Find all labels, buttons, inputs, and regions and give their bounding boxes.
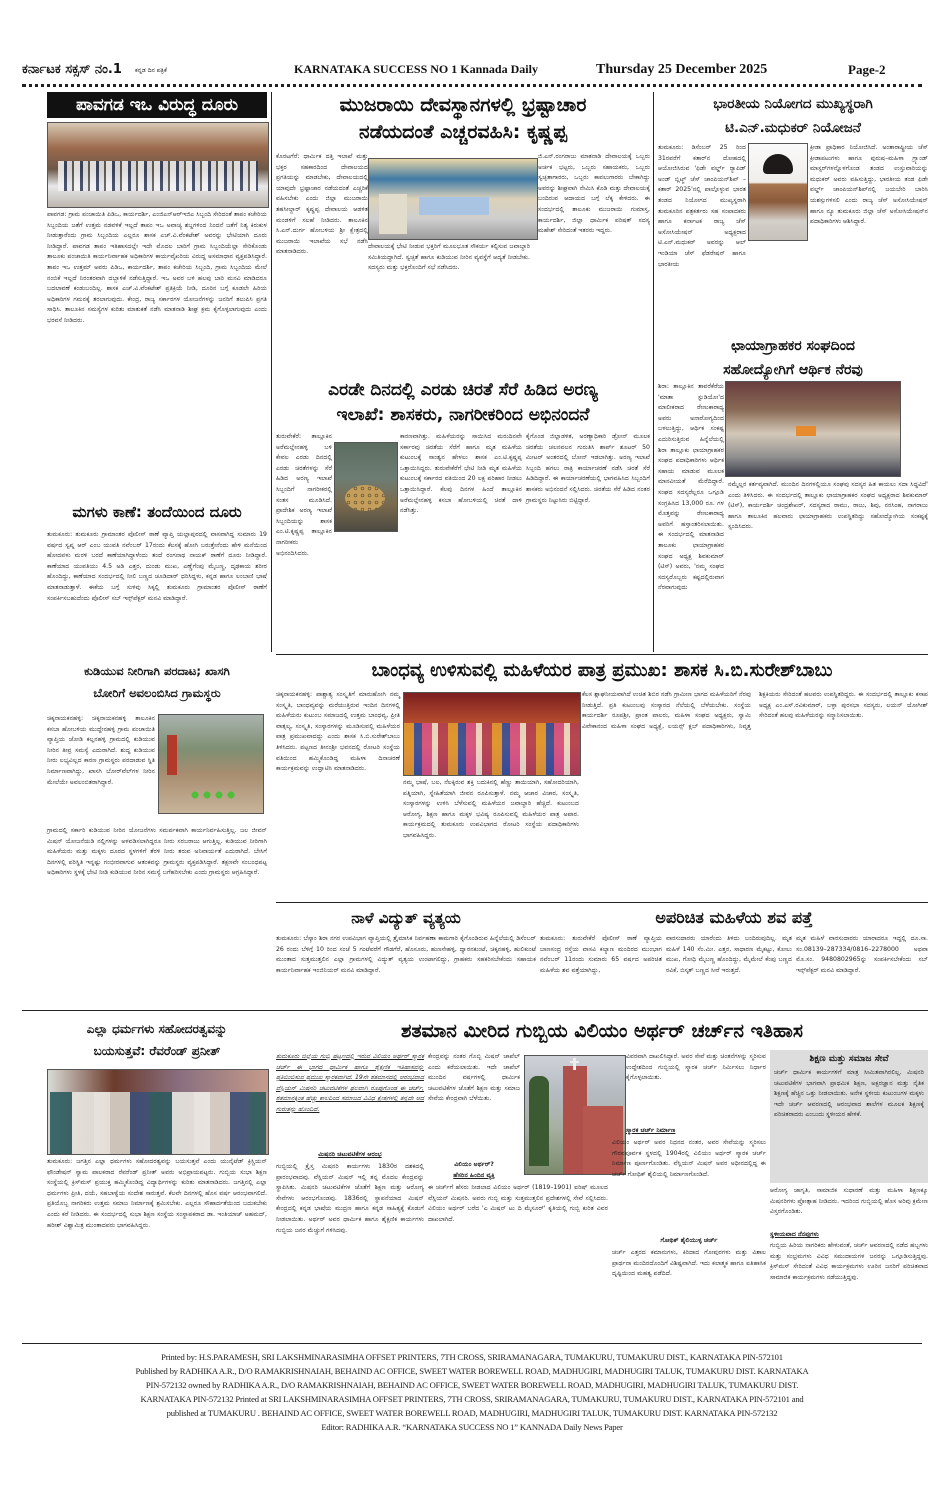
church-col4-body: ಆರೋಗ್ಯ ಜಾಗೃತಿ, ಸಾಮಾಜಿಕ ಸುಧಾರಣೆ ಮತ್ತು ಮಹಿಳಾ ಶಿಕ್ಷಣಕ್ಕೂ ಮಿಷನರಿಗಳು ಪ್ರೋತ್ಸಾಹ ನೀಡಿದರು. ಇದರಿಂದ ಗುಬ್ಬಿಯಲ್ಲಿ ಹೊಸ ಅರಿವು ಕ್ರಮೇಣ ವಿಸ್ತರಗೊಂಡಿತು. [770, 1187, 928, 1216]
masthead [22, 62, 922, 84]
church-sidebar-body: ಚರ್ಚ್ ಧಾರ್ಮಿಕ ಕಾರ್ಯಗಳಿಗೆ ಮಾತ್ರ ಸೀಮಿತವಾಗಿರಲಿಲ್ಲ. ಮಿಷನರಿ ಚಟುವಟಿಕೆಗಳ ಭಾಗವಾಗಿ ಪ್ರಾಥಮಿಕ ಶಿಕ್ಷಣ, ಅಕ್ಷರಜ್ಞಾನ ಮತ್ತು ನೈತಿಕ ಶಿಕ್ಷಣಕ್ಕೆ ಹೆಚ್ಚಿನ ಒತ್ತು ನೀಡಲಾಯಿತು. ಅನೇಕ ಸ್ಥಳೀಯ ಕುಟುಂಬಗಳ ಮಕ್ಕಳು ಇದೇ ಚರ್ಚ್ ಆವರಣದಲ್ಲಿ ಆರಂಭವಾದ ಶಾಲೆಗಳ ಮೂಲಕ ಶಿಕ್ಷಣಕ್ಕೆ ಪರಿಚಿತರಾದರು ಎಂಬುದು ಸ್ಥಳೀಯರ ಹೇಳಿಕೆ. [774, 1069, 924, 1119]
leopard-body-left-cont [334, 534, 396, 652]
church-sidebar [770, 1050, 928, 1183]
muzrai-headline [276, 92, 650, 146]
unknown-woman-body-col1: ತುಮಕೂರು: ತುರುವೇಕೆರೆ ಪೊಲೀಸ್ ಠಾಣೆ ವ್ಯಾಪ್ತಿಯ ಬಾಣಸಂದ್ರ ರಸ್ತೆಯ ವಾಸವಿ ಕಲ್ಯಾಣ ಮಂದಿರದ ಮುಂಭಾಗ ನವೆಂಬರ್ 11ರಂದು ಸುಮಾರು 65 ವರ್ಷದ ಅಪರಿಚಿತ ಮಹಿಳೆಯ ಶವ ಪತ್ತೆಯಾಗಿದ್ದು, [540, 935, 662, 974]
muzrai-headline-line2: ನಡೆಯದಂತೆ ಎಚ್ಚರವಹಿಸಿ: ಕೃಷ್ಣಪ್ಪ [359, 121, 567, 143]
church-col2-body: ಕೇಂದ್ರವನ್ನು ನಂತರ ಗೊಬ್ಬಿ ಮಿಷನ್ ಚಾಪೆಲ್ ಎಂದು ಕರೆಯಲಾಯಿತು. ಇದೇ ಚಾಪೆಲ್ ಮುಂದಿನ ವರ್ಷಗಳಲ್ಲಿ ಧಾರ್ಮಿಕ ಚಟುವಟಿಕೆಗಳ ಜೊತೆಗೆ ಶಿಕ್ಷಣ ಮತ್ತು ಸಮಾಜ ಸೇವೆಯ ಕೇಂದ್ರವಾಗಿ ಬೆಳೆಯಿತು. [428, 1053, 520, 1103]
leopard-body-left: ತುರುವೇಕೆರೆ: ತಾಲ್ಲೂಕಿನ ಅರೆಮಲ್ಲೇನಹಳ್ಳಿ ಬಳಿ ಕೇವಲ ಎರಡು ದಿನದಲ್ಲಿ ಎರಡು ಚಿರತೆಗಳನ್ನು ಸೆರೆ ಹಿಡಿದ ಅರಣ್ಯ ಇಲಾಖೆ ಸಿಬ್ಬಂದಿಗೆ ನಾಗರೀಕರಲ್ಲಿ ಸಂತಸ ಮೂಡಿಸಿದೆ. ಪ್ರಾದೇಶಿಕ ಅರಣ್ಯ ಇಲಾಖೆ ಸಿಬ್ಬಂದಿಯನ್ನು ಶಾಸಕ ಎಂ.ಟಿ.ಕೃಷ್ಣಪ್ಪ ತಾಲ್ಲೂಕಿನ ನಾಗರೀಕರು ಅಭಿನಂದಿಸಿದರು. [276, 433, 332, 557]
religions-headline-line2: ಬಯಸುತ್ತವೆ: ರೆವರೆಂಡ್ ಪ್ರನೀತ್ [93, 1044, 221, 1058]
editor-line: Editor: RADHIKA A.R. “KARNATAKA SUCCESS NO 1” KANNADA Daily News Paper [321, 1422, 623, 1432]
imprint-footer [22, 1343, 922, 1434]
madhukar-headline-line1: ಭಾರತೀಯ ನಿಯೋಗದ ಮುಖ್ಯಸ್ಥರಾಗಿ [713, 96, 873, 112]
water-headline-line1: ಕುಡಿಯುವ ನೀರಿಗಾಗಿ ಪರದಾಟ; ಖಾಸಗಿ [84, 664, 230, 678]
column-rule [271, 92, 272, 652]
religions-body: ತುಮಕೂರು: ಜಗತ್ತಿನ ಎಲ್ಲಾ ಧರ್ಮಗಳು ಸಹೋದರತ್ವವನ್ನು ಬಯಸುತ್ತವೆ ಎಂದು ಯುನೈಟೆಡ್ ಕ್ರಿಸ್ಚಿಯನ್ ಫೌಂಡೇಷನ್ ಸ್ವಾಮ ಪಾಲಕರಾದ ರೆವರೆಂಡ್ ಪ್ರನೀತ್ ಅವರು ಅಭಿಪ್ರಾಯಪಟ್ಟರು. ಗುಬ್ಬಿಯ ಸುಭಾ ಶಿಕ್ಷಣ ಸಂಸ್ಥೆಯಲ್ಲಿ ಕ್ರಿಸ್‌ಮಸ್ ಪ್ರಯುಕ್ತ ಹಮ್ಮಿಕೊಂಡಿದ್ದ ವಿದ್ಯಾರ್ಥಿಗಳನ್ನು ಕುರಿತು ಮಾತನಾಡಿದರು. ಜಗತ್ತಿನಲ್ಲಿ ಎಲ್ಲಾ ಧರ್ಮಗಳು ಪ್ರೀತಿ, ದಯೆ, ಸಹಬಾಳ್ವೆಯ ಸಂದೇಶ ಸಾರುತ್ತವೆ. ಕೆಲವೇ ದಿನಗಳಲ್ಲಿ ಹೊಸ ವರ್ಷ ಆರಂಭವಾಗಲಿದೆ. ಪ್ರತಿಯೊಬ್ಬ ನಾಗರಿಕರು ಉತ್ತಮ ಸಮಾಜ ನಿರ್ಮಾಣಕ್ಕೆ ಶ್ರಮಿಸಬೇಕು. ಎಲ್ಲರೂ ಸೌಹಾರ್ದತೆಯಿಂದ ಬದುಕಬೇಕು ಎಂದು ಕರೆ ನೀಡಿದರು. ಈ ಸಂದರ್ಭದಲ್ಲಿ ಸುಭಾ ಶಿಕ್ಷಣ ಸಂಸ್ಥೆಯ ಸಂಸ್ಥಾಪಕರಾದ ಡಾ. ಇಂತಿಯಾಜ್ ಅಹಮದ್, ಹರೀಶ್ ವಿಶ್ವಾಮಿತ್ರ ಮುಂತಾದವರು ಭಾಗವಹಿಸಿದ್ದರು. [47, 1158, 267, 1229]
church-subhead-4: ಗೋಥಿಕ್ ಶೈಲಿಯುಳ್ಳ ಚರ್ಚ್ [660, 1237, 718, 1244]
muzrai-photo [368, 158, 538, 240]
church-col3-body2: ವಿಲಿಯಂ ಅರ್ಥರ್ ಅವರ ನಿಧನದ ನಂತರ, ಅವರ ಸೇವೆಯನ್ನು ಸ್ಮರಿಸಲು ಗೌರವಪೂರ್ವಕ ಸ್ಥಳದಲ್ಲಿ 1904ರಲ್ಲಿ ವಿಲಿಯಂ ಅರ್ಥರ್ ಸ್ಮಾರಕ ಚರ್ಚ್ ನಿರ್ಮಾಣ ಪೂರ್ಣಗೊಂಡಿತು. ವೆಸ್ಲಿಯನ್ ಮಿಷನ್ ಅವರ ಅಧೀನದಲ್ಲಿದ್ದ ಈ ಚರ್ಚ್ ಗೋಥಿಕ್ ಶೈಲಿಯಲ್ಲಿ ನಿರ್ಮಾಣಗೊಂಡಿದೆ. [612, 1139, 766, 1178]
missing-girl-body: ತುಮಕೂರು: ತುಮಕೂರು ಗ್ರಾಮಾಂತರ ಪೊಲೀಸ್ ಠಾಣೆ ವ್ಯಾಪ್ತಿ ಯಲ್ಲಾಪುರದಲ್ಲಿ ವಾಸವಾಗಿದ್ದ ಸುಮಾರು 19 ವರ್ಷದ ಸ್ವಪ್ನ ಆರ್ ಎಂಬ ಯುವತಿ ನವೆಂಬರ್ 17ರಂದು ಕೆಲಸಕ್ಕೆ ಹೋಗಿ ಬರುತ್ತೇನೆಂದು ಹೇಳಿ ಮನೆಯಿಂದ ಹೋದವಳು ಮರಳಿ ಬರದೆ ಕಾಣೆಯಾಗಿದ್ದಾಳೆಂದು ತಂದೆ ರಂಗನಾಥ ನಾಯಕ್ ಠಾಣೆಗೆ ದೂರು ನೀಡಿದ್ದಾರೆ. ಕಾಣೆಯಾದ ಯುವತಿಯು 4.5 ಅಡಿ ಎತ್ತರ, ದುಂಡು ಮುಖ, ಎಣ್ಣೆಗೆಂಪು ಮೈಬಣ್ಣ, ದೃಢಕಾಯ ಶರೀರ ಹೊಂದಿದ್ದು, ಕಾಣೆಯಾದ ಸಂದರ್ಭದಲ್ಲಿ ನೀಲಿ ಬಣ್ಣದ ಚೂಡಿದಾರ್ ಧರಿಸಿದ್ದಳು, ಕನ್ನಡ ಹಾಗೂ ಲಂಬಾಣಿ ಭಾಷೆ ಮಾತನಾಡುತ್ತಾಳೆ. ಈಕೆಯ ಬಗ್ಗೆ ಸುಳಿವು ಸಿಕ್ಕಲ್ಲಿ ತುಮಕೂರು ಗ್ರಾಮಾಂತರ ಪೊಲೀಸ್ ಠಾಣೆಗೆ ಸಂಪರ್ಕಿಸಬಹುದೆಂದು ಪೊಲೀಸ್ ಸಬ್ ಇನ್ಸ್‌ಪೆಕ್ಟರ್ ಮನವಿ ಮಾಡಿದ್ದಾರೆ. [47, 531, 267, 602]
masthead-english-title: KARNATAKA SUCCESS NO 1 Kannada Daily [294, 62, 538, 76]
church-col4-body2: ಗುಬ್ಬಿಯ ಹಿರಿಯ ನಾಗರಿಕರು ಹೇಳುವಂತೆ, ಚರ್ಚ್ ಆವರಣದಲ್ಲಿ ನಡೆದ ಹಬ್ಬಗಳು ಮತ್ತು ಸಂಭ್ರಮಗಳು ವಿವಿಧ ಸಮುದಾಯಗಳ ಜನರನ್ನು ಒಗ್ಗೂಡಿಸುತ್ತಿದ್ದವು. ಕ್ರಿಸ್‌ಮಸ್ ಸೇರಿದಂತೆ ವಿವಿಧ ಕಾರ್ಯಕ್ರಮಗಳು ಊರಿನ ಜನರಿಗೆ ಪರಿಚಿತವಾದ ಸಾಮಾಜಿಕ ಕಾರ್ಯಕ್ರಮಗಳು ನಡೆಯುತ್ತಿದ್ದವು. [770, 1242, 928, 1281]
leopard-body-right: ಕೈಗೊಂಡ ಜಿಲ್ಲಾಡಳಿತ, ಅರಣ್ಯಾಧಿಕಾರಿ ಡ್ರೋನ್ ಮೂಲಕ ಚಿರತೆಯ ಚಲನವಲನ ಗುರುತಿಸಿ ಶಾರ್ಪ್ ಶೂಟರ್ 50 ಮೀಟರ್ ಅಂತರದಲ್ಲಿ ಬೋನ್ ಇಡಲಾಗಿತ್ತು. ಅರಣ್ಯ ಇಲಾಖೆ ಸಿಬ್ಬಂದಿ ಹಗಲು ರಾತ್ರಿ ಕಾರ್ಯಾಚರಣೆ ನಡೆಸಿ ಚಿರತೆ ಸೆರೆ ಹಿಡಿದಿದ್ದಾರೆ. ಈ ಕಾರ್ಯಾಚರಣೆಯಲ್ಲಿ ಭಾಗವಹಿಸಿದ ಸಿಬ್ಬಂದಿಗೆ ಶಾಸಕರು ಅಭಿನಂದನೆ ಸಲ್ಲಿಸಿದರು. ಚಿರತೆಯ ಸೆರೆ ಹಿಡಿದ ನಂತರ ಗ್ರಾಮಸ್ಥರು ನಿಟ್ಟುಸಿರು ಬಿಟ್ಟಿದ್ದಾರೆ. [526, 433, 650, 504]
masthead-tagline: ಕನ್ನಡ ದಿನ ಪತ್ರಿಕೆ [135, 67, 167, 74]
religions-photo [47, 1069, 269, 1155]
religions-headline [47, 1018, 267, 1062]
power-cut-headline: ನಾಳೆ ವಿದ್ಯುತ್ ವ್ಯತ್ಯಯ [351, 909, 461, 927]
unknown-woman-body-col3: ಮೃತ ಮಹಿಳೆ ವಾರಸುದಾರರು ಯಾರಾದರೂ ಇದ್ದಲ್ಲಿ ದೂ.ಸಾ. ಸಂ.08139–287334/0816–2278000 ಅಥವಾ ಮೊ.ಸಂ. 9480802965ನ್ನು ಸಂಪರ್ಕಿಸಬೇಕೆಂದು ಸಬ್ ಇನ್ಸ್‌ಪೆಕ್ಟರ್ ಮನವಿ ಮಾಡಿದ್ದಾರೆ. [796, 935, 928, 974]
column-rule [653, 92, 654, 652]
section-rule [22, 1010, 928, 1011]
missing-girl-headline: ಮಗಳು ಕಾಣೆ: ತಂದೆಯಿಂದ ದೂರು [72, 503, 242, 521]
church-col2-body2: ಈ ಚರ್ಚ್‌ಗೆ ಹೆಸರು ನೀಡಲಾದ ವಿಲಿಯಂ ಅರ್ಥರ್ (1819–1901) ಐರಿಷ್ ಮೂಲದ ವೆಸ್ಲಿಯನ್ ಮಿಷನರಿ. ಅವರು ಗುಬ್ಬಿ ಮತ್ತು ಸುತ್ತಮುತ್ತಲಿನ ಪ್ರದೇಶಗಳಲ್ಲಿ ಸೇವೆ ಸಲ್ಲಿಸಿದರು. ವಿಲಿಯಂ ಅರ್ಥರ್ ಬರೆದ 'ಎ ಮಿಷನ್ ಟು ದಿ ಮೈಸೂರ್' ಕೃತಿಯಲ್ಲಿ ಗುಬ್ಬಿ ಕುರಿತ ವಿವರ ದಾಖಲಾಗಿದೆ. [428, 1184, 608, 1223]
muzrai-body-mid: ದೇವಾಲಯಕ್ಕೆ ಭೇಟಿ ನೀಡುವ ಭಕ್ತರಿಗೆ ಮೂಲಭೂತ ಸೌಕರ್ಯ ಕಲ್ಪಿಸುವ ಜವಾಬ್ದಾರಿ ಸಮಿತಿಯದ್ದಾಗಿದೆ. ಸ್ವಚ್ಛತೆ ಹಾಗೂ ಕುಡಿಯುವ ನೀರಿನ ವ್ಯವಸ್ಥೆಗೆ ಆದ್ಯತೆ ನೀಡಬೇಕು. ಸದಸ್ಯರು ಮತ್ತು ಭಕ್ತರೊಂದಿಗೆ ಸಭೆ ನಡೆಸಿದರು. [368, 243, 530, 272]
photographers-body-left: ಶಿರಾ: ತಾಲ್ಲೂಕಿನ ತಾವರೆಕೆರೆಯ 'ಮಾತಾ ಸ್ಟುಡಿಯೋ'ದ ಮಾಲೀಕರಾದ ರೇಣುಕಾರಾಧ್ಯ ಅವರು ಅನಾರೋಗ್ಯದಿಂದ ಬಳಲುತ್ತಿದ್ದು, ಆರ್ಥಿಕ ಸಂಕಷ್ಟ ಎದುರಿಸುತ್ತಿರುವ ಹಿನ್ನೆಲೆಯಲ್ಲಿ ಶಿರಾ ತಾಲ್ಲೂಕು ಛಾಯಾಗ್ರಾಹಕರ ಸಂಘದ ಪದಾಧಿಕಾರಿಗಳು ಆರ್ಥಿಕ ಸಹಾಯ ಮಾಡುವ ಮೂಲಕ ಮಾನವೀಯತೆ ಮೆರೆದಿದ್ದಾರೆ. ಸಂಘದ ಸದಸ್ಯರೆಲ್ಲರೂ ಒಗ್ಗೂಡಿ ಸಂಗ್ರಹಿಸಿದ 13,000 ರೂ. ಗಳ ಮೊತ್ತವನ್ನು ರೇಣುಕಾರಾಧ್ಯ ಅವರಿಗೆ ಹಸ್ತಾಂತರಿಸಲಾಯಿತು. ಈ ಸಂದರ್ಭದಲ್ಲಿ ಮಾತನಾಡಿದ ತಾಲೂಕು ಛಾಯಾಗ್ರಾಹಕರ ಸಂಘದ ಅಧ್ಯಕ್ಷ ಶಿವಕುಮಾರ್ (ಟಿಸ್) ಅವರು, 'ನಮ್ಮ ಸಂಘದ ಸದಸ್ಯರೊಬ್ಬರು ಕಷ್ಟದಲ್ಲಿರುವಾಗ ನೆರವಾಗುವುದು [658, 383, 724, 592]
power-cut-body: ತುಮಕೂರು: ಬೆಸ್ಕಾಂ ಶಿರಾ ನಗರ ಉಪವಿಭಾಗ ವ್ಯಾಪ್ತಿಯಲ್ಲಿ ತ್ರೈಮಾಸಿಕ ನಿರ್ವಹಣಾ ಕಾಮಗಾರಿ ಕೈಗೊಂಡಿರುವ ಹಿನ್ನೆಲೆಯಲ್ಲಿ ಡಿಸೆಂಬರ್ 26 ರಂದು ಬೆಳಿಗ್ಗೆ 10 ರಿಂದ ಸಂಜೆ 5 ಗಂಟೆವರೆಗೆ ಗೌಡಗೆರೆ, ಹೊಸೂರು, ಹುಣಸೇಹಳ್ಳಿ, ದ್ವಾರನಕುಂಟೆ, ಚಿಕ್ಕನಹಳ್ಳಿ, ಹುಲಿಕುಂಟೆ ಮುಂತಾದ ಸುತ್ತಮುತ್ತಲಿನ ಎಲ್ಲಾ ಗ್ರಾಮಗಳಲ್ಲಿ ವಿದ್ಯುತ್ ವ್ಯತ್ಯಯ ಉಂಟಾಗಲಿದ್ದು, ಗ್ರಾಹಕರು ಸಹಕರಿಸಬೇಕೆಂದು ಸಹಾಯಕ ಕಾರ್ಯನಿರ್ವಾಹಕ ಇಂಜಿನಿಯರ್ ಮನವಿ ಮಾಡಿದ್ದಾರೆ. [276, 935, 536, 974]
church-subhead-2: ವಿಲಿಯಂ ಅರ್ಥರ್? [454, 1161, 494, 1168]
leopard-headline-line2: ಇಲಾಖೆ: ಶಾಸಕರು, ನಾಗರೀಕರಿಂದ ಅಭಿನಂದನೆ [336, 405, 590, 425]
church-subhead-5: ಸ್ಥಳೀಯವಾದ ನೆನಪುಗಳು [770, 1231, 819, 1238]
leopard-headline-line1: ಎರಡೇ ದಿನದಲ್ಲಿ ಎರಡು ಚಿರತೆ ಸೆರೆ ಹಿಡಿದ ಅರಣ್ಯ [328, 380, 598, 400]
photographers-headline [658, 334, 928, 382]
madhukar-body-right: ಕ್ರೀಡಾ ಪ್ರಾಧಿಕಾರ ನಿಯೋಜಿಸಿದೆ. ಅಂತಾರಾಷ್ಟ್ರೀಯ ಚೆಸ್ ಕ್ರೀಡಾಪಟುಗಳು ಹಾಗೂ ಪುರುಷ–ಮಹಿಳಾ ಗ್ರ್ಯಾಂಡ್ ಮಾಸ್ಟರ್‌ಗಳನ್ನೊಳಗೊಂಡ ತಂಡದ ಉಸ್ತುವಾರಿಯನ್ನು ಮಧುಕರ್ ಅವರು ವಹಿಸುತ್ತಿದ್ದು, ಭಾರತೀಯ ತಂಡ ಫಿಡೇ ವರ್ಲ್ಡ್ ಚಾಂಪಿಯನ್‌ಶಿಪ್‌ನಲ್ಲಿ ಜಯಬೇರಿ ಬಾರಿಸಿ ಯಶಸ್ಸುಗಳಿಸಲಿ ಎಂದು ರಾಜ್ಯ ಚೆಸ್ ಅಸೋಸಿಯೇಷನ್ ಹಾಗೂ ನ್ಯೂ ತುಮಕೂರು ಜಿಲ್ಲಾ ಚೆಸ್ ಅಸೋಸಿಯೇಷನ್‌ನ ಪದಾಧಿಕಾರಿಗಳು ಆಶಿಸಿದ್ದಾರೆ. [810, 144, 928, 226]
madhukar-headline [658, 92, 928, 140]
unknown-woman-body-col2: ವಾರಸುದಾರರು ಯಾರೆಂದು ತಿಳಿದು ಬಂದಿರುವುದಿಲ್ಲ. ಮೃತ ಮಹಿಳೆ 140 ಸೆಂ.ಮೀ. ಎತ್ತರ, ಸಾಧಾರಣ ಮೈಕಟ್ಟು, ಕೋಲು ಮುಖ, ಗೋಧಿ ಮೈಬಣ್ಣ ಹೊಂದಿದ್ದು, ಮೈಮೇಲೆ ಕೆಂಪು ಬಣ್ಣದ ರವಿಕೆ, ಬಿಸ್ಕತ್ ಬಣ್ಣದ ಸೀರೆ ಇರುತ್ತದೆ. [666, 935, 792, 974]
imprint-line: Published by RADHIKA A.R., D/O RAMAKRISHNAIAH, BEHAIND AC OFFICE, SWEET WATER BOREWELL ROAD, MADHUGIRI, MADHUGIRI TALUK, TUMAKURU DIST. KARNATAKA [135, 1366, 809, 1376]
women-role-headline: ಬಾಂಧವ್ಯ ಉಳಿಸುವಲ್ಲಿ ಮಹಿಳೆಯರ ಪಾತ್ರ ಪ್ರಮುಖ: ಶಾಸಕ ಸಿ.ಬಿ.ಸುರೇಶ್‌ಬಾಬು [371, 660, 833, 681]
masthead-divider [22, 84, 922, 91]
muzrai-headline-line1: ಮುಜರಾಯಿ ದೇವಸ್ಥಾನಗಳಲ್ಲಿ ಭ್ರಷ್ಟಾಚಾರ [339, 94, 587, 116]
church-col1-body: ಗುಬ್ಬಿಯಲ್ಲಿ ಕ್ರೈಸ್ತ ಮಿಷನರಿ ಕಾರ್ಯಗಳು 1830ರ ದಶಕದಲ್ಲಿ ಪ್ರಾರಂಭವಾದವು. ವೆಸ್ಲಿಯನ್ ಮಿಷನ್ ಇಲ್ಲಿ ತನ್ನ ಮೊದಲ ಕೇಂದ್ರವನ್ನು ಸ್ಥಾಪಿಸಿತು. ಮಿಷನರಿ ಚಟುವಟಿಕೆಗಳ ಜೊತೆಗೆ ಶಿಕ್ಷಣ ಮತ್ತು ಆರೋಗ್ಯ ಸೇವೆಗಳು ಆರಂಭಗೊಂಡವು. 1836ರಲ್ಲಿ ಸ್ಥಾಪನೆಯಾದ ಮಿಷನ್ ಕೇಂದ್ರದಲ್ಲಿ ಕನ್ನಡ ಭಾಷೆಯ ಮುದ್ರಣ ಹಾಗೂ ಕನ್ನಡ ಸಾಹಿತ್ಯಕ್ಕೆ ಕೊಡುಗೆ ನೀಡಲಾಯಿತು. ಅರ್ಥರ್ ಅವರ ಧಾರ್ಮಿಕ ಹಾಗೂ ಶೈಕ್ಷಣಿಕ ಕಾರ್ಯಗಳು ಗುಬ್ಬಿಯ ಜನರ ಮೆಚ್ಚುಗೆ ಗಳಿಸಿದವು. [276, 1163, 424, 1234]
section-rule [276, 902, 928, 903]
women-role-body-mid: ನಮ್ಮ ಭಾಷೆ, ಬಲ, ನೆಲಕ್ಕಿರುವ ಶಕ್ತಿ ಬದುಕಿನಲ್ಲಿ ಹೆಣ್ಣು ತಾಯಿಯಾಗಿ, ಸಹೋದರಿಯಾಗಿ, ಪತ್ನಿಯಾಗಿ, ಸ್ನೇಹಿತೆಯಾಗಿ ಜೀವನ ರೂಪಿಸುತ್ತಾಳೆ. ನಮ್ಮ ಆಚಾರ ವಿಚಾರ, ಸಂಸ್ಕೃತಿ, ಸಂಸ್ಕಾರಗಳನ್ನು ಉಳಿಸಿ ಬೆಳೆಸುವಲ್ಲಿ ಮಹಿಳೆಯರ ಜವಾಬ್ದಾರಿ ಹೆಚ್ಚಿದೆ. ಕುಟುಂಬದ ಆರೋಗ್ಯ, ಶಿಕ್ಷಣ ಹಾಗೂ ಮಕ್ಕಳ ಭವಿಷ್ಯ ರೂಪಿಸುವಲ್ಲಿ ಮಹಿಳೆಯರ ಪಾತ್ರ ಅಪಾರ. ಕಾರ್ಯಕ್ರಮದಲ್ಲಿ ತುಮಕೂರು ಉಪವಿಭಾಗದ ರೋಟರಿ ಸಂಸ್ಥೆಯ ಪದಾಧಿಕಾರಿಗಳು ಭಾಗವಹಿಸಿದ್ದರು. [403, 779, 579, 839]
photographers-headline-line2: ಸಹೋದ್ಯೋಗಿಗೆ ಆರ್ಥಿಕ ನೆರವು [723, 362, 863, 378]
pavagada-headline: ಪಾವಗಡ ಇಒ ವಿರುದ್ಧ ದೂರು [47, 92, 267, 118]
page-number: Page-2 [848, 62, 886, 77]
photographers-headline-line1: ಛಾಯಾಗ್ರಾಹಕರ ಸಂಘದಿಂದ [731, 338, 855, 354]
pavagada-body: ಪಾವಗಡ: ಗ್ರಾಮ ಪಂಚಾಯಿತಿ ಪಿಡಿಒ, ಕಾರ್ಯದರ್ಶಿ, ಎಂಜಿಎನ್‌ಆರ್‌ಇಜಿಎ ಸಿಬ್ಬಂದಿ ಸೇರಿದಂತೆ ತಾಪಂ ಕಚೇರಿಯ ಸಿಬ್ಬಂದಿಯ ಜತೆಗೆ ಉತ್ತಮ ನಡವಳಿಕೆ ಇಲ್ಲದೆ ತಾಪಂ ಇಒ ಅವಾಚ್ಯ ಶಬ್ದಗಳಿಂದ ನಿಂದನೆ ಜತೆಗೆ ನಿತ್ಯ ಕಿರುಕುಳ ನೀಡುತ್ತಾರೆಂದು ಗ್ರಾಮ ಸಿಬ್ಬಂದಿಯ ಎಲ್ಲರೂ ಶಾಸಕ ಎಚ್.ವಿ.ವೆಂಕಟೇಶ್ ಅವರನ್ನು ಭೇಟಿಯಾಗಿ ದೂರು ನೀಡಿದ್ದಾರೆ. ಪಾವಗಡ ತಾಪಂ ಇತಿಹಾಸದಲ್ಲೇ ಇದೇ ಮೊದಲ ಬಾರಿಗೆ ಗ್ರಾಮ ಸಿಬ್ಬಂದಿಯೆಲ್ಲಾ ಸೇರಿಕೊಂಡು ತಾಲೂಕು ಪಂಚಾಯಿತಿ ಕಾರ್ಯನಿರ್ವಾಹಕ ಅಧಿಕಾರಿಗಳ ಕಾರ್ಯವೈಖರಿಯ ವಿರುದ್ಧ ಅಸಮಾಧಾನ ವ್ಯಕ್ತಪಡಿಸಿದ್ದಾರೆ. ತಾಪಂ ಇಒ ಉತ್ತಮ್ ಅವರು ಪಿಡಿಒ, ಕಾರ್ಯದರ್ಶಿ, ತಾಪಂ ಕಚೇರಿಯ ಸಿಬ್ಬಂದಿ, ಗ್ರಾಮ ಸಿಬ್ಬಂದಿಯ ಮೇಲೆ ನಂಬಿಕೆ ಇಲ್ಲದೆ ನಿರಂತರವಾಗಿ ದಬ್ಬಾಳಿಕೆ ನಡೆಸುತ್ತಿದ್ದಾರೆ. ಇಒ ಅವರ ಬಳಿ ಹಲವು ಬಾರಿ ಮನವಿ ಮಾಡಿದರೂ ಬದಲಾವಣೆ ಕಂಡುಬಂದಿಲ್ಲ. ಶಾಸಕ ಎಚ್.ವಿ.ವೆಂಕಟೇಶ್ ಪ್ರತಿಕ್ರಿಯೆ ನೀಡಿ, ದೂರಿನ ಬಗ್ಗೆ ಕೂಡಲೇ ಹಿರಿಯ ಅಧಿಕಾರಿಗಳ ಗಮನಕ್ಕೆ ತರಲಾಗುವುದು. ಕೇಂದ್ರ, ರಾಜ್ಯ ಸರ್ಕಾರಗಳ ಯೋಜನೆಗಳನ್ನು ಜನರಿಗೆ ತಲುಪಿಸಿ ಪ್ರಗತಿ ಸಾಧಿಸಿ. ತಾಲೂಕಿನ ಸಮಸ್ಯೆಗಳ ಕುರಿತು ಮಾತುಕತೆ ನಡೆಸಿ ಮಾತನಾಡಿ ಶೀಘ್ರ ಕ್ರಮ ಕೈಗೊಳ್ಳಲಾಗುವುದು ಎಂದು ಭರವಸೆ ನೀಡಿದರು. [47, 211, 267, 324]
muzrai-body-left: ಕೊರಟಗೆರೆ: ಧಾರ್ಮಿಕ ದತ್ತಿ ಇಲಾಖೆ ಮತ್ತು ಭಕ್ತರ ಸಹಕಾರದಿಂದ ದೇವಾಲಯದ ಪ್ರಗತಿಯನ್ನು ಮಾಡಬೇಕು, ದೇವಾಲಯದಲ್ಲಿ ಯಾವುದೇ ಭ್ರಷ್ಟಾಚಾರ ನಡೆಯದಂತೆ ಎಚ್ಚರಿಕೆ ವಹಿಸಬೇಕು ಎಂದು ಜಿಲ್ಲಾ ಮುಜರಾಯಿ ತಹಸೀಲ್ದಾರ್ ಕೃಷ್ಣಪ್ಪ ದೇವಾಲಯ ಆಡಳಿತ ಮಂಡಳಿಗೆ ಸಲಹೆ ನೀಡಿದರು. ತಾಲೂಕಿನ ಸಿ.ಎನ್.ದುರ್ಗ ಹೋಬಳಿಯ ಶ್ರೀ ಕ್ಷೇತ್ರದಲ್ಲಿ ಮುಜರಾಯಿ ಇಲಾಖೆಯ ಸಭೆ ನಡೆಸಿ ಮಾತನಾಡಿದರು. [276, 153, 368, 256]
section-rule [276, 654, 928, 655]
masthead-kannada-title: ಕರ್ನಾಟಕ ಸಕ್ಸಸ್ ನಂ.1 [22, 62, 122, 77]
church-col3-body3: ಚರ್ಚ್ ಎತ್ತರದ ಕಮಾನುಗಳು, ಕಿರಿದಾದ ಗೋಪುರಗಳು ಮತ್ತು ವಿಶಾಲ ಪ್ರಾರ್ಥನಾ ಮಂದಿರದೊಂದಿಗೆ ವಿಶಿಷ್ಟವಾಗಿದೆ. ಇದು ಕಲಾತ್ಮಕ ಹಾಗೂ ಐತಿಹಾಸಿಕ ದೃಷ್ಟಿಯಿಂದ ಮಹತ್ವ ಪಡೆದಿದೆ. [612, 1249, 766, 1278]
leopard-photo [334, 442, 398, 532]
women-role-body-right: ಕೆಲಸ ಶ್ಲಾಘನೀಯವಾಗಿದೆ ಉಚಿತ ಶಿಬಿರ ನಡೆಸಿ ಗ್ರಾಮೀಣ ಭಾಗದ ಮಹಿಳೆಯರಿಗೆ ನೆರವು ನೀಡುತ್ತಿದೆ. ಪ್ರತಿ ಕುಟುಂಬವು ಸಂಸ್ಕಾರದ ನೆಲೆಯಲ್ಲಿ ಬೆಳೆಯಬೇಕು. ಸಂಸ್ಥೆಯ ಕಾರ್ಯದರ್ಶಿ ರೂಪಶ್ರೀ, ಪ್ರಾಂತ ಪಾಲರು, ಮಹಿಳಾ ಸಂಘದ ಅಧ್ಯಕ್ಷರು, ಸ್ವಾಮಿ ವಿವೇಕಾನಂದ ಮಹಿಳಾ ಸಂಘದ ಅಧ್ಯಕ್ಷೆ, ಲಯನ್ಸ್ ಕ್ಲಬ್ ಪದಾಧಿಕಾರಿಗಳು, ನಿವೃತ್ತ ಶಿಕ್ಷಕಿಯರು ಸೇರಿದಂತೆ ಹಲವರು ಉಪಸ್ಥಿತರಿದ್ದರು. ಈ ಸಂದರ್ಭದಲ್ಲಿ ತಾಲ್ಲೂಕು ಕಸಾಪ ಅಧ್ಯಕ್ಷ ಎಂ.ಎಸ್.ರವಿಕುಮಾರ್, ಬಳ್ಳಾ ಪುರಸಭಾ ಸದಸ್ಯರು, ಲಯನ್ ಯೋಗೀಶ್ ಸೇರಿದಂತೆ ಹಲವು ಮಹಿಳೆಯರನ್ನು ಸನ್ಮಾನಿಸಲಾಯಿತು. [582, 691, 928, 730]
imprint-line: KARNATAKA PIN-572132 Printed at SRI LAKSHMINARASIMHA OFFSET PRINTERS, 7TH CROSS, SRIRAMANAGARA, TUMAKURU, TUMAKURU DIST., KARNATAKA PIN-572101 and [140, 1394, 804, 1404]
women-role-body-left: ಚಿಕ್ಕನಾಯಕನಹಳ್ಳಿ: ಪಾಶ್ಚಾತ್ಯ ಸಂಸ್ಕೃತಿಗೆ ಮಾರುಹೋಗಿ ನಮ್ಮ ಸಂಸ್ಕೃತಿ, ಬಾಂಧವ್ಯವನ್ನು ಮರೆಯುತ್ತಿರುವ ಇಂದಿನ ದಿನಗಳಲ್ಲಿ ಮಹಿಳೆಯರು ಕುಟುಂಬ ಸಮಾಜದಲ್ಲಿ ಉತ್ತಮ ಬಾಂಧವ್ಯ, ಪ್ರೀತಿ ವಾತ್ಸಲ್ಯ, ಸಂಸ್ಕೃತಿ, ಸಂಸ್ಕಾರಗಳನ್ನು ಮೂಡಿಸುವಲ್ಲಿ ಮಹಿಳೆಯರ ಪಾತ್ರ ಪ್ರಮುಖವಾದದ್ದು ಎಂದು ಶಾಸಕ ಸಿ.ಬಿ.ಸುರೇಶ್‌ಬಾಬು ತಿಳಿಸಿದರು. ಪಟ್ಟಣದ ತೀನಂಶ್ರೀ ಭವನದಲ್ಲಿ ರೋಟರಿ ಸಂಸ್ಥೆಯ ವತಿಯಿಂದ ಹಮ್ಮಿಕೊಂಡಿದ್ದ ಮಹಿಳಾ ದಿನಾಚರಣೆ ಕಾರ್ಯಕ್ರಮವನ್ನು ಉದ್ಘಾಟಿಸಿ ಮಾತನಾಡಿದರು. [276, 691, 400, 773]
water-body-full: ಗ್ರಾಮದಲ್ಲಿ ಸರ್ಕಾರಿ ಕುಡಿಯುವ ನೀರಿನ ಯೋಜನೆಗಳು ಸಮರ್ಪಕವಾಗಿ ಕಾರ್ಯನಿರ್ವಹಿಸುತ್ತಿಲ್ಲ. ಜಲ ಜೀವನ್ ಮಿಷನ್ ಯೋಜನೆಯಡಿ ನಲ್ಲಿಗಳನ್ನು ಅಳವಡಿಸಲಾಗಿದ್ದರೂ ನೀರು ಸರಬರಾಜು ಆಗುತ್ತಿಲ್ಲ. ಕುಡಿಯುವ ನೀರಿಗಾಗಿ ಮಹಿಳೆಯರು ಮತ್ತು ಮಕ್ಕಳು ದೂರದ ಸ್ಥಳಗಳಿಗೆ ತೆರಳಿ ನೀರು ತರುವ ಅನಿವಾರ್ಯತೆ ಎದುರಾಗಿದೆ. ಬೇಸಿಗೆ ದಿನಗಳಲ್ಲಿ ಪರಿಸ್ಥಿತಿ ಇನ್ನಷ್ಟು ಗಂಭೀರವಾಗುವ ಆತಂಕವನ್ನು ಗ್ರಾಮಸ್ಥರು ವ್ಯಕ್ತಪಡಿಸಿದ್ದಾರೆ. ತಕ್ಷಣವೇ ಸಂಬಂಧಪಟ್ಟ ಅಧಿಕಾರಿಗಳು ಸ್ಥಳಕ್ಕೆ ಭೇಟಿ ನೀಡಿ ಕುಡಿಯುವ ನೀರಿನ ಸಮಸ್ಯೆ ಬಗೆಹರಿಸಬೇಕು ಎಂದು ಗ್ರಾಮಸ್ಥರು ಆಗ್ರಹಿಸಿದ್ದಾರೆ. [47, 827, 267, 877]
leopard-headline [276, 378, 650, 428]
muzrai-body-right: ಜಿ.ಎನ್.ರಂಗರಾಜು ಮಾತನಾಡಿ ದೇವಾಲಯಕ್ಕೆ ಒಬ್ಬರು ಅರ್ಚಕ ಭಟ್ಟರು, ಒಬ್ಬರು ಸಹಾಯಕರು, ಒಬ್ಬರು ಸ್ವಚ್ಛತಾಗಾರರು, ಒಬ್ಬರು ಕಾವಲುಗಾರರು ಬೇಕಾಗಿದ್ದು ಅವರನ್ನು ಶೀಘ್ರವಾಗಿ ನೇಮಿಸಿ ಕೊಡಿ ಮತ್ತು ದೇವಾಲಯಕ್ಕೆ ಬಂದಿರುವ ಆದಾಯದ ಬಗ್ಗೆ ಲೆಕ್ಕ ಕೇಳಿದರು. ಈ ಸಂದರ್ಭದಲ್ಲಿ ತಾಲೂಕು ಮುಜರಾಯಿ ಗುಮಾಸ್ತ, ಕಾರ್ಯದರ್ಶಿ, ಜಿಲ್ಲಾ ಧಾರ್ಮಿಕ ಪರಿಷತ್ ಸದಸ್ಯ ಮಹೇಶ್ ಸೇರಿದಂತೆ ಇತರರು ಇದ್ದರು. [538, 153, 650, 235]
church-photo [524, 1055, 626, 1175]
water-headline [47, 660, 267, 704]
imprint-line: Printed by: H.S.PARAMESH, SRI LAKSHMINARASIMHA OFFSET PRINTERS, 7TH CROSS, SRIRAMANAGARA, TUMAKURU, TUMAKURU DIST., KARNATAKA PIN-572101 [161, 1352, 783, 1362]
unknown-woman-headline: ಅಪರಿಚಿತ ಮಹಿಳೆಯ ಶವ ಪತ್ತೆ [655, 908, 813, 927]
church-subhead-1: ಮಿಷನರಿ ಚಟುವಟಿಕೆಗಳ ಆರಂಭ [318, 1151, 382, 1158]
madhukar-portrait [748, 143, 808, 241]
water-headline-line2: ಬೋರಿಗೆ ಅವಲಂಬಿಸಿದ ಗ್ರಾಮಸ್ಥರು [93, 686, 221, 700]
photographers-body-right: ನಮ್ಮೆಲ್ಲರ ಕರ್ತವ್ಯವಾಗಿದೆ. ಮುಂದಿನ ದಿನಗಳಲ್ಲಿಯೂ ಸಂಘವು ಸದಸ್ಯರ ಹಿತ ಕಾಯಲು ಸದಾ ಸಿದ್ಧವಿದೆ' ಎಂದು ತಿಳಿಸಿದರು. ಈ ಸಂದರ್ಭದಲ್ಲಿ ತಾಲ್ಲೂಕು ಛಾಯಾಗ್ರಾಹಕರ ಸಂಘದ ಅಧ್ಯಕ್ಷರಾದ ಶಿವಕುಮಾರ್ (ಟಿಸ್), ಕಾರ್ಯದರ್ಶಿ ಚಂದ್ರಶೇಖರ್, ಸದಸ್ಯರಾದ ರಾಮು, ರಾಜು, ಶಿವು, ನರಸಿಂಹ, ನಾಗರಾಜು ಹಾಗೂ ತಾಲೂಕಿನ ಹಲವಾರು ಛಾಯಾಗ್ರಾಹಕರು ಉಪಸ್ಥಿತರಿದ್ದು ಸಹೋದ್ಯೋಗಿಯ ಸಂಕಷ್ಟಕ್ಕೆ ಸ್ಪಂದಿಸಿದರು. [728, 481, 928, 531]
church-sidebar-title: ಶಿಕ್ಷಣ ಮತ್ತು ಸಮಾಜ ಸೇವೆ [809, 1054, 889, 1064]
madhukar-body-left: ತುಮಕೂರು: ಡಿಸೆಂಬರ್ 25 ರಿಂದ 31ರವರೆಗೆ ಕತಾರ್‌ನ ದೋಹದಲ್ಲಿ ಆಯೋಜಿಸಿರುವ 'ಫಿಡೇ ವರ್ಲ್ಡ್ ರ್‍ಯಾಪಿಡ್ ಅಂಡ್ ಬ್ಲಿಟ್ಜ್ ಚೆಸ್ ಚಾಂಪಿಯನ್‌ಶಿಪ್ – ಕತಾರ್ 2025'ನಲ್ಲಿ ಪಾಲ್ಗೊಳ್ಳುವ ಭಾರತ ತಂಡದ ನಿಯೋಗದ ಮುಖ್ಯಸ್ಥರಾಗಿ ತುಮಕೂರಿನ ಪತ್ರಕರ್ತರು ಸಹ ಸಂಪಾದಕರು ಹಾಗೂ ಕರ್ನಾಟಕ ರಾಜ್ಯ ಚೆಸ್ ಅಸೋಸಿಯೇಷನ್ ಅಧ್ಯಕ್ಷರಾದ ಟಿ.ಎನ್.ಮಧುಕರ್ ಅವರನ್ನು ಆಲ್ ಇಂಡಿಯಾ ಚೆಸ್ ಫೆಡರೇಷನ್ ಹಾಗೂ ಭಾರತೀಯ [658, 144, 746, 268]
church-intro: ತುಮಕೂರು ಜಿಲ್ಲೆಯ ಗುಬ್ಬಿ ಪಟ್ಟಣದಲ್ಲಿ ಇರುವ ವಿಲಿಯಂ ಅರ್ಥರ್ ಸ್ಮಾರಕ ಚರ್ಚ್ ಈ ಭಾಗದ ಧಾರ್ಮಿಕ ಹಾಗೂ ಶೈಕ್ಷಣಿಕ ಇತಿಹಾಸವನ್ನು ಪ್ರತಿಬಿಂಬಿಸುವ ಪ್ರಮುಖ ಸ್ಮಾರಕವಾಗಿದೆ. 19ನೇ ಶತಮಾನದಲ್ಲಿ ಆರಂಭವಾದ ವೆಸ್ಲಿಯನ್ ಮಿಷನರಿ ಚಟುವಟಿಕೆಗಳ ಫಲವಾಗಿ ರೂಪುಗೊಂಡ ಈ ಚರ್ಚ್, ಶತಮಾನಕ್ಕಿಂತ ಹೆಚ್ಚು ಕಾಲದಿಂದ ಸಮಾಜದ ವಿವಿಧ ಕ್ಷೇತ್ರಗಳಲ್ಲಿ ತನ್ನದೇ ಆದ ಗುರುತನ್ನು ಹೊಂದಿದೆ. [276, 1053, 424, 1113]
imprint-line: PIN-572132 owned by RADHIKA A.R., D/O RAMAKRISHNAIAH, BEHAIND AC OFFICE, SWEET WATER BOREWELL ROAD, MADHUGIRI, MADHUGIRI TALUK, TUMAKURU DIST. [145, 1380, 799, 1390]
religions-headline-line1: ಎಲ್ಲಾ ಧರ್ಮಗಳು ಸಹೋದರತ್ವವನ್ನು [86, 1022, 228, 1036]
women-role-photo [403, 692, 581, 776]
church-subhead-2b: ಹೆಸರಿನ ಹಿಂದಿನ ವ್ಯಕ್ತಿ [453, 1172, 495, 1179]
church-col3-body: ವಿವರವಾಗಿ ದಾಖಲಿಸಿದ್ದಾರೆ. ಅವರ ಸೇವೆ ಮತ್ತು ಚಿಂತನೆಗಳನ್ನು ಸ್ಮರಿಸುವ ಉದ್ದೇಶದಿಂದ ಗುಬ್ಬಿಯಲ್ಲಿ ಸ್ಮಾರಕ ಚರ್ಚ್ ನಿರ್ಮಿಸಲು ನಿರ್ಧಾರ ಕೈಗೊಳ್ಳಲಾಯಿತು. [626, 1053, 766, 1082]
pavagada-photo [47, 122, 269, 208]
water-body-left: ಚಿಕ್ಕನಾಯಕನಹಳ್ಳಿ: ಚಿಕ್ಕನಾಯಕನಹಳ್ಳಿ ತಾಲೂಕಿನ ಕಸಬಾ ಹೋಬಳಿಯ ಮುದ್ದೇನಹಳ್ಳಿ ಗ್ರಾಮ ಪಂಚಾಯಿತಿ ವ್ಯಾಪ್ತಿಯ ಜೋಡಿ ಕಲ್ಲನಹಳ್ಳಿ ಗ್ರಾಮದಲ್ಲಿ ಕುಡಿಯುವ ನೀರಿನ ತೀವ್ರ ಸಮಸ್ಯೆ ಎದುರಾಗಿದೆ. ಶುದ್ಧ ಕುಡಿಯುವ ನೀರು ಲಭ್ಯವಿಲ್ಲದ ಕಾರಣ ಗ್ರಾಮಸ್ಥರು ಪರದಾಡುವ ಸ್ಥಿತಿ ನಿರ್ಮಾಣವಾಗಿದ್ದು, ಖಾಸಗಿ ಬೋರ್‌ವೆಲ್‌ಗಳ ನೀರಿನ ಮೇಲೆಯೇ ಅವಲಂಬಿತರಾಗಿದ್ದಾರೆ. [47, 715, 155, 786]
imprint-line: published at TUMAKURU . BEHAIND AC OFFICE, SWEET WATER BOREWELL ROAD, MADHUGIRI, MADHUGIRI TALUK, TUMAKURU DIST. KARNATAKA PIN-572132 [166, 1408, 778, 1418]
church-headline: ಶತಮಾನ ಮೀರಿದ ಗುಬ್ಬಿಯ ವಿಲಿಯಂ ಅರ್ಥರ್ ಚರ್ಚ್‌ನ ಇತಿಹಾಸ [401, 1020, 803, 1042]
church-subhead-3: ಸ್ಮಾರಕ ಚರ್ಚ್ ನಿರ್ಮಾಣ [626, 1127, 676, 1134]
madhukar-body-left-cont [658, 242, 806, 334]
masthead-date: Thursday 25 December 2025 [596, 62, 768, 77]
madhukar-headline-line2: ಟಿ.ಎನ್.ಮಧುಕರ್ ನಿಯೋಜನೆ [725, 120, 861, 136]
leopard-body-mid: ಕಾರಣವಾಗಿತ್ತು. ಮಹಿಳೆಯರನ್ನು ಸಾಯಿಸಿದ ಮರುದಿನವೇ ಸರ್ಕಾರವು ಚಿರತೆಯ ಸೆರೆಗೆ ಹಾಗೂ ಮೃತ ಮಹಿಳೆಯ ಕುಟುಂಬಕ್ಕೆ ಸಾಂತ್ವನ ಹೇಳಲು ಶಾಸಕ ಎಂ.ಟಿ.ಕೃಷ್ಣಪ್ಪ ಒತ್ತಾಯಿಸಿದ್ದರು. ತುರುವೇಕೆರೆಗೆ ಭೇಟಿ ನೀಡಿ ಮೃತ ಮಹಿಳೆಯ ಕುಟುಂಬಕ್ಕೆ ಸರ್ಕಾರದ ವತಿಯಿಂದ 20 ಲಕ್ಷ ಪರಿಹಾರ ನೀಡಲು ಒತ್ತಾಯಿಸಿದ್ದಾರೆ. ಕೆಲವು ದಿನಗಳ ಹಿಂದೆ ತಾಲ್ಲೂಕಿನ ಅರೆಮಲ್ಲೇನಹಳ್ಳಿ ಕಸಬಾ ಹೋಬಳಿಯಲ್ಲಿ ಚಿರತೆ ದಾಳಿ ನಡೆಸಿತ್ತು. [400, 433, 522, 515]
water-photo [158, 714, 264, 814]
photographers-photo [725, 381, 901, 477]
